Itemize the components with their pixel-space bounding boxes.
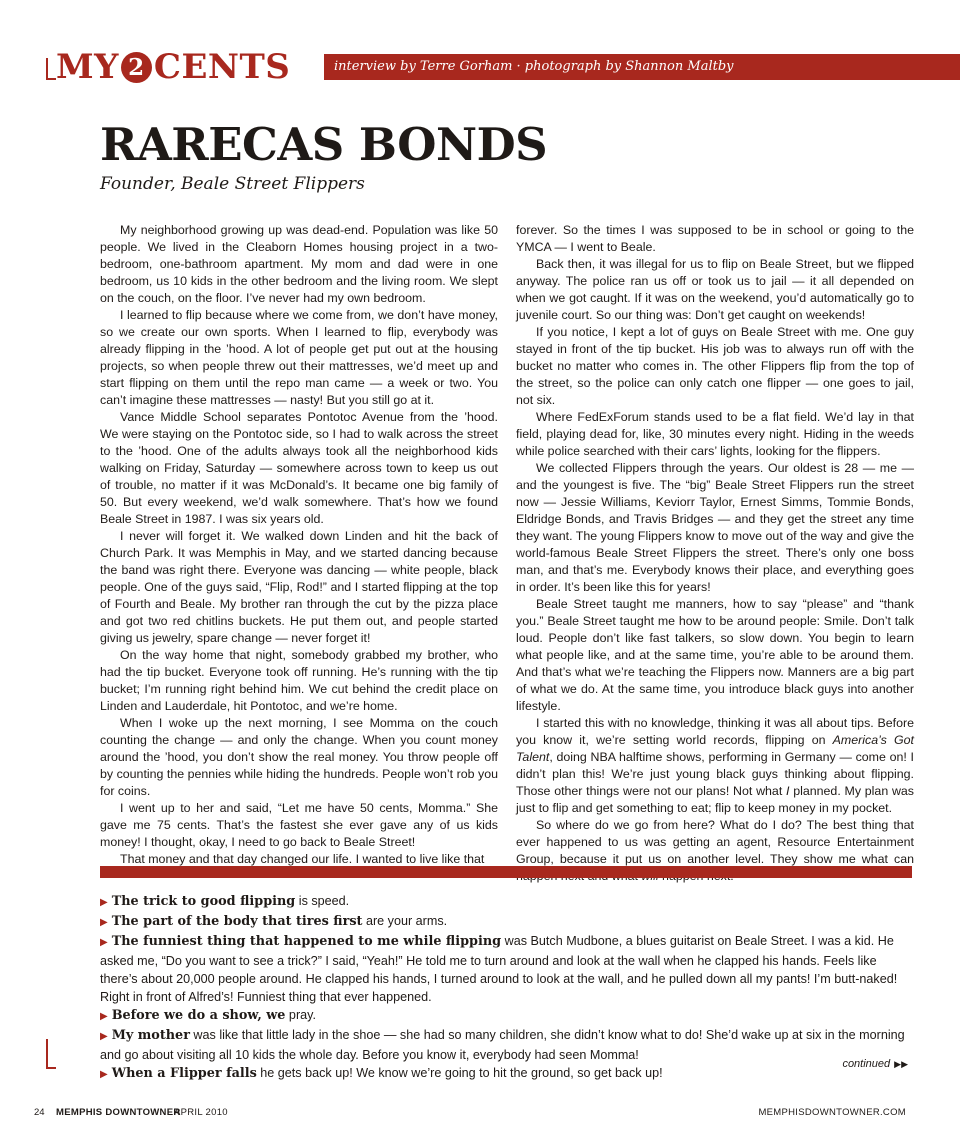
paragraph: When I woke up the next morning, I see Momma on the couch counting the change — and only the change. When you count money around the ’hood, you don’t show the real money. You throw people off by counting the pennies while hiding the hundreds. People won’t rob you for coins. <box>100 716 498 798</box>
section-header <box>0 46 960 88</box>
paragraph: Vance Middle School separates Pontotoc Avenue from the ’hood. We were staying on the Pontotoc side, so I had to walk across the street to the ’hood. One of the adults always took all the neighborhood kids walking on Friday, Saturday — somewhere across town to keep us out of trouble, no matter if it was McDonald’s. It became one big family of 50. But every weekend, we’d walk somewhere. That’s how we found Beale Street in 1987. I was six years old. <box>100 410 498 526</box>
paragraph-continued: forever. So the times I was supposed to be in school or going to the YMCA — I went to Beale. <box>516 223 914 254</box>
qa-item: ▶ Before we do a show, we pray. <box>100 1008 316 1023</box>
paragraph: If you notice, I kept a lot of guys on Beale Street with me. One guy stayed in front of the tip bucket. His job was to always run off with the bucket no matter who comes in. The other Flippers flip from the top of the street, so the police can only catch one flipper — one goes to jail, not six. <box>516 325 914 407</box>
paragraph: Back then, it was illegal for us to flip on Beale Street, but we flipped anyway. The police ran us off or took us to jail — it all depended on when we got caught. If it was on the weekend, you’d automatically go to juvenile court. So our thing was: Don’t get caught on weekends! <box>516 257 914 322</box>
continued-marker: continued ▶▶ <box>842 1058 908 1070</box>
paragraph: My neighborhood growing up was dead-end. Population was like 50 people. We lived in the Cleaborn Homes housing project in a two-bedroom, one-bathroom apartment. My mom and dad were in one bedroom, us 10 kids in the other bedroom and the living room. We slept on the couch, on the floor. I’ve never had my own bedroom. <box>100 223 498 305</box>
show-title: America’s Got Talent <box>516 733 914 764</box>
logo-my: MY <box>56 47 119 87</box>
paragraph-tips: I started this with no knowledge, thinking it was all about tips. Before you know it, we’re setting world records, flipping on America’s Got Talent, doing NBA halftime shows, performing in Germany — come on! I didn’t plan this! We’re just young black guys thinking about flipping. Those other things were not our plans! Not what I planned. My plan was just to flip and get something to eat; flip to keep money in my pocket. <box>516 716 914 815</box>
paragraph: I never will forget it. We walked down Linden and hit the back of Church Park. It was Memphis in May, and we started dancing because the band was right there. Everyone was dancing — white people, black people. One of the guys said, “Flip, Rod!” and I started flipping at the top of Fourth and Beale. My brother ran through the cut by the pizza place and got two red chitlins buckets. He put them out, and people started giving us jewelry, spare change — never forget it! <box>100 529 498 645</box>
triangle-bullet-icon: ▶ <box>100 1011 108 1022</box>
article-column-right <box>516 222 914 885</box>
interviewee-name: RARECAS BONDS <box>100 118 548 171</box>
logo-cents: CENTS <box>153 47 291 87</box>
corner-bracket-top-h <box>46 78 56 80</box>
triangle-bullet-icon: ▶ <box>100 937 108 948</box>
my-2-cents-logo <box>56 48 290 86</box>
triangle-bullet-icon: ▶ <box>100 897 108 908</box>
corner-bracket-top <box>46 58 48 80</box>
corner-bracket-bottom-h <box>46 1067 56 1069</box>
article-column-left <box>100 222 498 868</box>
triangle-bullet-icon: ▶ <box>100 917 108 928</box>
credit-line: interview by Terre Gorham · photograph by Shannon Maltby <box>334 59 734 74</box>
issue-date: APRIL 2010 <box>174 1107 228 1118</box>
magazine-name: MEMPHIS DOWNTOWNER <box>56 1107 181 1118</box>
page-number: 24 <box>34 1107 45 1118</box>
interviewee-role: Founder, Beale Street Flippers <box>100 174 365 194</box>
paragraph: Beale Street taught me manners, how to say “please” and “thank you.” Beale Street taught me how to be around people: Smile. Don’t talk loud. People don’t like fast talkers, so slow down. You begin to learn what people like, and at the same time, you’re able to be around them. And that’s what we’re teaching the Flippers now. Manners are a big part of what we do. At the same time, you introduce black guys into another lifestyle. <box>516 597 914 713</box>
section-divider <box>100 866 912 878</box>
qa-item: ▶ When a Flipper falls he gets back up! We know we’re going to hit the ground, so get back up! <box>100 1066 663 1081</box>
paragraph: I learned to flip because where we come from, we don’t have money, so we create our own sports. When I learned to flip, everybody was already flipping in the ’hood. A lot of people get put out at the housing projects, so when people threw out their mattresses, we’d meet up and start flipping on them until the repo man came — a week or two. You can’t imagine these mattresses — nasty! But you still go at it. <box>100 308 498 407</box>
qa-item: ▶ My mother was like that little lady in the shoe — she had so many children, she didn’t know what to do! She’d wake up at six in the morning and go about visiting all 10 kids the whole day. Before you know it, everybody had seen Momma! <box>100 1028 905 1062</box>
quick-answers <box>100 892 912 1084</box>
paragraph: We collected Flippers through the years. Our oldest is 28 — me — and the youngest is five. The “big” Beale Street Flippers run the street now — Jessie Williams, Keviorr Taylor, Ernest Simms, Tommie Bonds, Eldridge Bonds, and Travis Bridges — and they get the street any time they want. The young Flippers know to move out of the way and give the world-famous Beale Street Flippers the street. There’s only one boss man, and that’s me. Everybody knows their place, and everything goes in order. It’s been like this for years! <box>516 461 914 594</box>
logo-number-badge: 2 <box>121 52 152 83</box>
paragraph: I went up to her and said, “Let me have 50 cents, Momma.” She gave me 75 cents. That’s the fastest she ever gave any of us kids money! I thought, okay, I need to go back to Beale Street! <box>100 801 498 849</box>
corner-bracket-bottom <box>46 1039 48 1069</box>
paragraph: Where FedExForum stands used to be a flat field. We’d lay in that field, playing dead for, like, 30 minutes every night. Hiding in the weeds while police searched with their cars’ lights, looking for the flippers. <box>516 410 914 458</box>
website-url: MEMPHISDOWNTOWNER.COM <box>758 1107 906 1118</box>
paragraph: On the way home that night, somebody grabbed my brother, who had the tip bucket. Everyone took off running. He’s running with the tip bucket; I’m running right behind him. We cut behind the credit place on Linden and Lauderdale, hit Pontotoc, and we’re home. <box>100 648 498 713</box>
triangle-bullet-icon: ▶ <box>100 1069 108 1080</box>
qa-item: ▶ The funniest thing that happened to me while flipping was Butch Mudbone, a blues guitarist on Beale Street. I was a kid. He asked me, “Do you want to see a trick?” I said, “Yeah!” He told me to turn around and look at the wall when he clapped his hands. Feels like there’s about 20,000 people around. He clapped his hands, I turned around to look at the wall, and he pulled down all my pants! I’m butt-naked! Right in front of Alfred’s! Funniest thing that ever happened. <box>100 934 898 1004</box>
page-footer <box>0 1103 960 1123</box>
paragraph: That money and that day changed our life. I wanted to live like that <box>120 852 485 866</box>
triangle-bullet-icon: ▶ <box>100 1031 108 1042</box>
paragraph-next: So where do we go from here? What do I do? The best thing that ever happened to us was getting an agent, Resource Entertainment Group, because it put us on another level. They show me what can <box>516 818 914 866</box>
double-arrow-icon: ▶▶ <box>894 1059 908 1069</box>
qa-item: ▶ The part of the body that tires first are your arms. <box>100 914 448 929</box>
qa-item: ▶ The trick to good flipping is speed. <box>100 894 350 909</box>
